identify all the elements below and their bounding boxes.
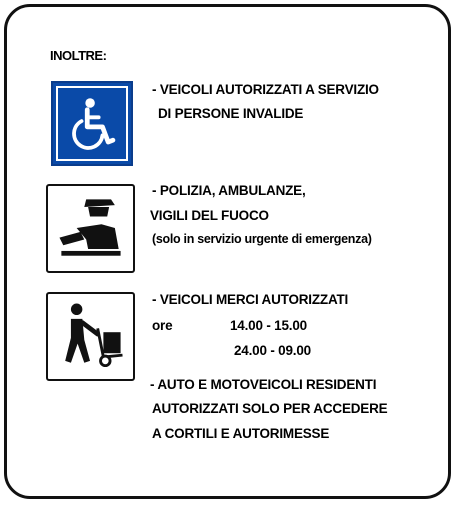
police-officer-icon	[46, 184, 135, 273]
section-1-line-1: - VEICOLI AUTORIZZATI A SERVIZIO	[152, 82, 379, 97]
section-4-line-1: - AUTO E MOTOVEICOLI RESIDENTI	[150, 377, 377, 392]
section-4-line-2: AUTORIZZATI SOLO PER ACCEDERE	[152, 401, 388, 416]
section-4-line-3: A CORTILI E AUTORIMESSE	[152, 426, 330, 441]
section-2-line-3: (solo in servizio urgente di emergenza)	[152, 232, 372, 246]
wheelchair-icon	[51, 81, 133, 166]
hand-truck-icon	[46, 292, 135, 381]
sign-heading: INOLTRE:	[50, 48, 107, 63]
hours-range-1: 14.00 - 15.00	[230, 318, 307, 333]
section-1-line-2: DI PERSONE INVALIDE	[158, 106, 304, 121]
section-3-line-1: - VEICOLI MERCI AUTORIZZATI	[152, 292, 349, 307]
hours-label: ore	[152, 318, 173, 333]
section-2-line-1: - POLIZIA, AMBULANZE,	[152, 183, 306, 198]
hours-range-2: 24.00 - 09.00	[234, 343, 311, 358]
section-2-line-2: VIGILI DEL FUOCO	[150, 208, 269, 223]
